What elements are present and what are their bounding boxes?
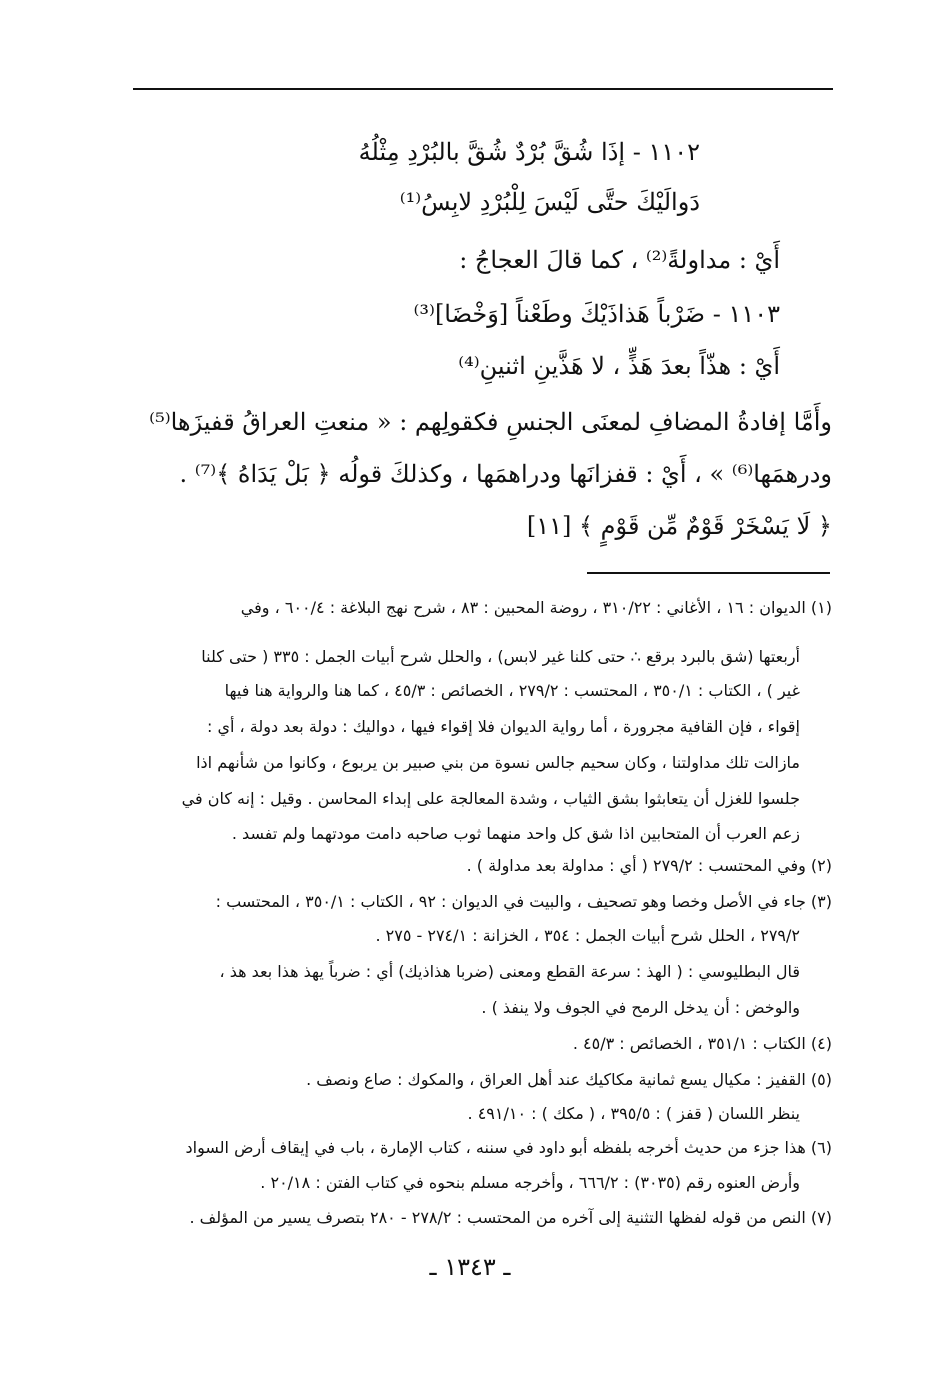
footnote-3-line-2: ٢٧٩/٢ ، الحلل شرح أبيات الجمل : ٣٥٤ ، الخزانة : ٢٧٤/١ - ٢٧٥ . bbox=[375, 926, 800, 945]
footnote-1-line-4: إقواء ، فإن القافية مجرورة ، أما رواية الديوان فلا إقواء فيها ، دواليك : دولة بعد دولة ، أي : bbox=[207, 717, 800, 736]
body-paragraph-line-1: وأَمَّا إفادةُ المضافِ لمعنَى الجنسِ فكقولِهم : « منعتِ العراقُ قفيزَها⁽⁵⁾ bbox=[149, 408, 832, 436]
footnote-5-line-1: (٥) القفيز : مكيال يسع ثمانية مكاكيك عند أهل العراق ، والمكوك : صاع ونصف . bbox=[306, 1070, 832, 1089]
footnote-3-line-1: (٣) جاء في الأصل وخصا وهو تصحيف ، والبيت في الديوان : ٩٢ ، الكتاب : ٣٥٠/١ ، المحتسب : bbox=[215, 892, 832, 911]
quran-verse-citation: ﴿ لَا يَسْخَرْ قَوْمٌ مِّن قَوْمٍ ﴾ [١١] bbox=[526, 512, 832, 540]
page-number: ـ ١٣٤٣ ـ bbox=[429, 1253, 511, 1281]
footnote-1-line-5: مازالت تلك مداولتنا ، وكان سحيم جالس نسوة من بني صبير بن يربوع ، وكانوا من شأنهم اذا bbox=[196, 753, 800, 772]
verse-1103: ١١٠٣ - ضَرْباً هَذاذَيْكَ وطَعْناً [وَخْضَا]⁽³⁾ bbox=[413, 300, 780, 328]
footnote-1-line-1: (١) الديوان : ١٦ ، الأغاني : ٣١٠/٢٢ ، روضة المحبين : ٨٣ ، شرح نهج البلاغة : ٦٠٠/٤ ، وفي bbox=[240, 598, 832, 617]
footnote-6-line-2: وأرض العنوه رقم (٣٠٣٥) : ٦٦٦/٢ ، وأخرجه مسلم بنحوه في كتاب الفتن : ٢٠/١٨ . bbox=[260, 1173, 800, 1192]
footnote-7: (٧) النص من قوله لفظها التثنية إلى آخره من المحتسب : ٢٧٨/٢ - ٢٨٠ بتصرف يسير من المؤلف . bbox=[189, 1208, 832, 1227]
footnote-separator bbox=[587, 572, 830, 574]
body-paragraph-line-2: ودرهمَها⁽⁶⁾ » ، أَيْ : قفزانَها ودراهمَها ، وكذلكَ قولُه ﴿ بَلْ يَدَاهُ ﴾⁽⁷⁾ . bbox=[179, 460, 832, 488]
footnote-3-line-3: قال البطليوسي : ( الهذ : سرعة القطع ومعنى (ضربا هذاذيك) أي : ضرباً يهذ هذا بعد هذ ، bbox=[219, 962, 800, 981]
footnote-5-line-2: ينظر اللسان ( قفز ) : ٣٩٥/٥ ، ( مكك ) : ٤٩١/١٠ . bbox=[467, 1104, 800, 1123]
footnote-3-line-4: والوخض : أن يدخل الرمح في الجوف ولا ينفذ ) . bbox=[481, 998, 800, 1017]
explanation-line-1: أَيْ : مداولةً⁽²⁾ ، كما قالَ العجاجُ : bbox=[459, 246, 780, 274]
verse-1102-first-hemistich: ١١٠٢ - إذَا شُقَّ بُرْدٌ شُقَّ بالبُرْدِ مِثْلُهُ bbox=[358, 138, 700, 166]
footnote-6-line-1: (٦) هذا جزء من حديث أخرجه بلفظه أبو داود في سننه ، كتاب الإمارة ، باب في إيقاف أرض السواد bbox=[185, 1138, 832, 1157]
footnote-1-line-3: غير ) ، الكتاب : ٣٥٠/١ ، المحتسب : ٢٧٩/٢ ، الخصائص : ٤٥/٣ ، كما هنا والرواية هنا فيها bbox=[224, 681, 800, 700]
verse-1102-second-hemistich: دَوالَيْكَ حتَّى لَيْسَ لِلْبُرْدِ لابِسُ⁽¹⁾ bbox=[399, 188, 700, 216]
footnote-1-line-7: زعم العرب أن المتحابين اذا شق كل واحد منهما ثوب صاحبه دامت مودتهما ولم تفسد . bbox=[231, 824, 800, 843]
explanation-line-2: أَيْ : هذّاً بعدَ هَذٍّ ، لا هَذَّينِ اثنينِ⁽⁴⁾ bbox=[458, 352, 780, 380]
footnote-4: (٤) الكتاب : ٣٥١/١ ، الخصائص : ٤٥/٣ . bbox=[572, 1034, 832, 1053]
footnote-1-line-6: جلسوا للغزل أن يتعابثوا بشق الثياب ، وشدة المعالجة على إبداء المحاسن . وقيل : إنه كان في bbox=[181, 789, 800, 808]
footnote-2: (٢) وفي المحتسب : ٢٧٩/٢ ( أي : مداولة بعد مداولة ) . bbox=[466, 856, 832, 875]
footnote-1-line-2: أربعتها (شق بالبرد برقع ∴ حتى كلنا غير لابس) ، والحلل شرح أبيات الجمل : ٣٣٥ ( حتى كلنا bbox=[201, 647, 800, 666]
header-rule bbox=[133, 88, 833, 90]
